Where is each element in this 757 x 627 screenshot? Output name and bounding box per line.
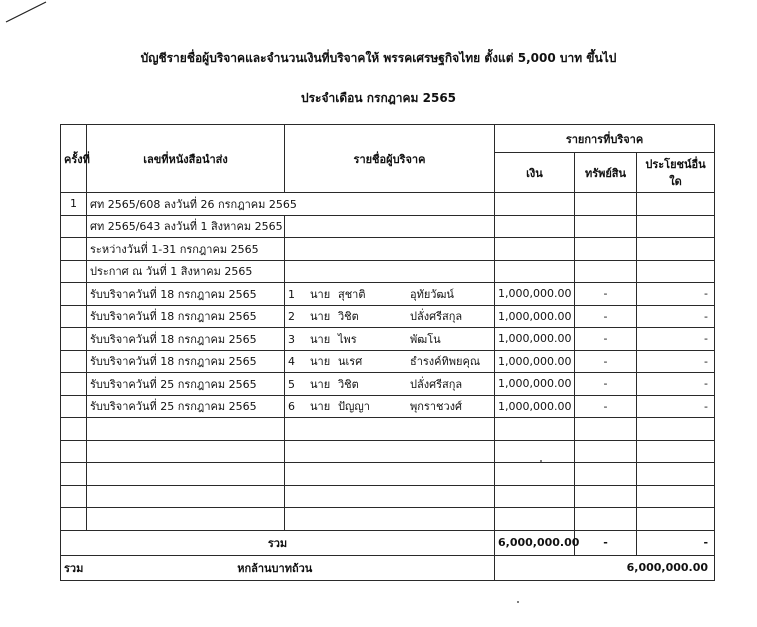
donor-name: 5 นาย วิชิต ปลั่งศรีสกุล [285, 373, 495, 396]
info-text: ระหว่างวันที่ 1-31 กรกฎาคม 2565 [87, 238, 285, 261]
info-text: ศท 2565/608 ลงวันที่ 26 กรกฎาคม 2565 [87, 193, 495, 216]
grand-total-cell [61, 555, 495, 580]
grand-total-words: หกล้านบาทถ้วน [237, 561, 313, 575]
cash-amount: 1,000,000.00 [495, 283, 575, 306]
scan-speck [517, 601, 519, 603]
document-title: บัญชีรายชื่อผู้บริจาคและจำนวนเงินที่บริจาคให้ พรรคเศรษฐกิจไทย ตั้งแต่ 5,000 บาท ขึ้นไป [140, 51, 617, 65]
header-group: รายการที่บริจาค [495, 125, 715, 153]
row-number: 1 [61, 193, 87, 216]
donation-date: รับบริจาควันที่ 25 กรกฎาคม 2565 [87, 395, 285, 418]
donation-date: รับบริจาควันที่ 18 กรกฎาคม 2565 [87, 350, 285, 373]
other-value: - [637, 373, 715, 396]
donor-name: 4 นาย นเรศ ธำรงค์ทิพยคุณ [285, 350, 495, 373]
donor-name: 6 นาย ปัญญา พุกราชวงศ์ [285, 395, 495, 418]
cash-amount: 1,000,000.00 [495, 395, 575, 418]
header-asset: ทรัพย์สิน [575, 153, 637, 193]
empty-row [61, 485, 715, 508]
empty-row [61, 463, 715, 486]
table-row [61, 193, 715, 216]
grand-total-row [61, 555, 715, 580]
table-row [61, 305, 715, 328]
donation-date: รับบริจาควันที่ 25 กรกฎาคม 2565 [87, 373, 285, 396]
donation-table [60, 124, 715, 581]
header-cash: เงิน [495, 153, 575, 193]
donor-name: 3 นาย ไพร พัฒโน [285, 328, 495, 351]
pen-stroke-mark [4, 0, 48, 24]
table-row [61, 328, 715, 351]
row-number [61, 260, 87, 283]
grand-total-amount: 6,000,000.00 [495, 555, 715, 580]
other-value: - [637, 305, 715, 328]
cash-amount: 1,000,000.00 [495, 350, 575, 373]
table-row [61, 373, 715, 396]
empty-row [61, 440, 715, 463]
cash-amount: 1,000,000.00 [495, 328, 575, 351]
total-cash: 6,000,000.00 [495, 530, 575, 555]
table-row [61, 260, 715, 283]
other-value: - [637, 328, 715, 351]
asset-value: - [575, 305, 637, 328]
table-row [61, 215, 715, 238]
grand-total-label: รวม [64, 561, 84, 575]
total-other: - [637, 530, 715, 555]
header-donor: รายชื่อผู้บริจาค [285, 125, 495, 193]
row-number [61, 238, 87, 261]
document-subtitle: ประจำเดือน กรกฎาคม 2565 [300, 91, 457, 105]
cash-amount: 1,000,000.00 [495, 305, 575, 328]
asset-value: - [575, 328, 637, 351]
info-text: ประกาศ ณ วันที่ 1 สิงหาคม 2565 [87, 260, 285, 283]
header-no: ครั้งที่ [61, 125, 87, 193]
info-text: ศท 2565/643 ลงวันที่ 1 สิงหาคม 2565 [87, 215, 285, 238]
row-number [61, 215, 87, 238]
donation-date: รับบริจาควันที่ 18 กรกฎาคม 2565 [87, 305, 285, 328]
donation-date: รับบริจาควันที่ 18 กรกฎาคม 2565 [87, 328, 285, 351]
donation-date: รับบริจาควันที่ 18 กรกฎาคม 2565 [87, 283, 285, 306]
donor-name: 2 นาย วิชิต ปลั่งศรีสกุล [285, 305, 495, 328]
donor-name: 1 นาย สุชาติ อุทัยวัฒน์ [285, 283, 495, 306]
total-label: รวม [61, 530, 495, 555]
table-row [61, 283, 715, 306]
table-row [61, 350, 715, 373]
asset-value: - [575, 395, 637, 418]
table-row [61, 395, 715, 418]
asset-value: - [575, 283, 637, 306]
empty-row [61, 508, 715, 531]
asset-value: - [575, 350, 637, 373]
other-value: - [637, 395, 715, 418]
asset-value: - [575, 373, 637, 396]
other-value: - [637, 283, 715, 306]
empty-row [61, 418, 715, 441]
header-doc: เลขที่หนังสือนำส่ง [87, 125, 285, 193]
table-row [61, 238, 715, 261]
cash-amount: 1,000,000.00 [495, 373, 575, 396]
total-asset: - [575, 530, 637, 555]
other-value: - [637, 350, 715, 373]
header-other: ประโยชน์อื่นใด [637, 153, 715, 193]
scan-speck [540, 460, 542, 462]
total-row [61, 530, 715, 555]
